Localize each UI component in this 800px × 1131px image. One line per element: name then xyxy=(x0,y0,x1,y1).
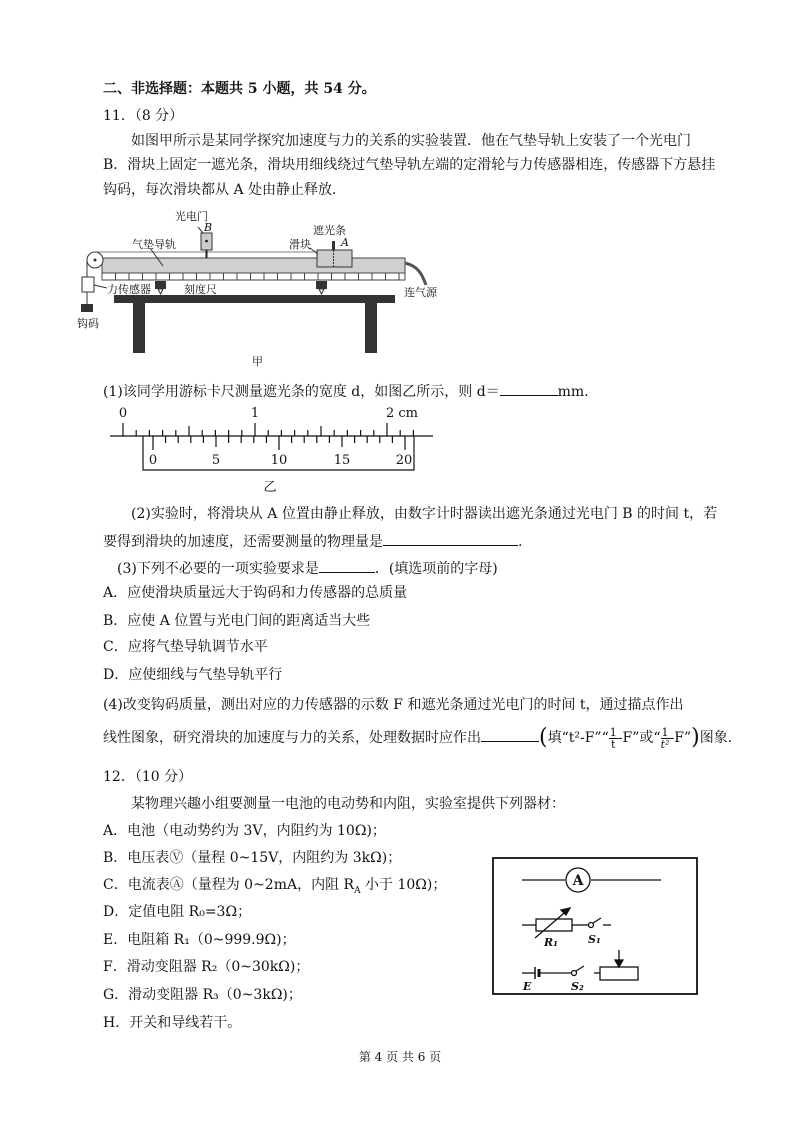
option-d: D．应使细线与气垫导轨平行 xyxy=(103,667,283,683)
answer-blank-graph[interactable] xyxy=(481,727,539,742)
figure-apparatus xyxy=(70,200,470,370)
resistance-box-R1 xyxy=(536,919,572,931)
ruler-cell xyxy=(102,273,116,280)
item-f: F．滑动变阻器 R₂（0~30kΩ)； xyxy=(103,959,310,975)
label-air: 连气源 xyxy=(404,286,437,299)
ruler-cell xyxy=(305,273,319,280)
ruler-cell xyxy=(345,273,359,280)
item-b: B．电压表Ⓥ（量程 0~15V，内阻约为 3kΩ)； xyxy=(103,850,402,866)
caption-jia: 甲 xyxy=(252,355,263,368)
ruler-cell xyxy=(129,273,143,280)
item-e: E．电阻箱 R₁（0~999.9Ω)； xyxy=(103,932,296,948)
answer-blank-d[interactable] xyxy=(500,381,558,396)
item-h: H．开关和导线若干。 xyxy=(103,1015,242,1031)
label-sensor: 力传感器 xyxy=(107,283,151,296)
label-weight: 钩码 xyxy=(77,317,99,330)
part4-text: 线性图象，研究滑块的加速度与力的关系，处理数据时应作出 xyxy=(103,730,481,746)
table-leg xyxy=(133,303,145,353)
ruler-cell xyxy=(210,273,224,280)
q11-part1 xyxy=(103,381,598,401)
q11-part2-1: (2)实验时，将滑块从 A 位置由静止释放，由数字计时器读出遮光条通过光电门 B 的时间 t，若 xyxy=(131,506,718,522)
ruler-cell xyxy=(386,273,400,280)
ammeter-label: A xyxy=(572,873,584,889)
force-sensor xyxy=(82,277,94,292)
item-c: C．电流表Ⓐ（量程为 0~2mA，内阻 $R_A$ 小于 10Ω)； xyxy=(103,877,447,896)
item-a: A．电池（电动势约为 3V，内阻约为 10Ω)； xyxy=(103,823,386,839)
part1-text: (1)该同学用游标卡尺测量遮光条的宽度 d，如图乙所示，则 d＝ xyxy=(103,384,500,400)
vernier-label-10: 10 xyxy=(270,453,288,468)
label-strip: 遮光条 xyxy=(313,224,346,237)
ruler-cell xyxy=(143,273,157,280)
ruler-cell xyxy=(359,273,373,280)
ruler-cell xyxy=(318,273,332,280)
rheostat xyxy=(600,967,638,980)
q11-part4-1: (4)改变钩码质量，测出对应的力传感器的示数 F 和遮光条通过光电门的时间 t，通过描点作出 xyxy=(103,697,684,713)
air-track xyxy=(102,258,405,273)
main-label-2cm: 2 cm xyxy=(385,406,419,421)
section-heading: 二、非选择题：本题共 5 小题，共 54 分。 xyxy=(103,81,376,97)
switch-S2 xyxy=(572,971,577,976)
q11-intro-3: 钩码，每次滑块都从 A 处由静止释放． xyxy=(103,182,347,198)
part2-end: . xyxy=(518,534,523,550)
switch-S1 xyxy=(589,923,594,928)
ruler-cell xyxy=(399,273,405,280)
option-c: C．应将气垫导轨调节水平 xyxy=(103,639,268,655)
q11-part2-2 xyxy=(103,531,522,551)
vernier-label-20: 20 xyxy=(395,453,413,468)
ruler-cell xyxy=(197,273,211,280)
ruler-cell xyxy=(156,273,170,280)
label-A: A xyxy=(341,236,349,249)
item-d: D．定值电阻 R₀=3Ω； xyxy=(103,904,252,920)
part4-mid: -F”或“ xyxy=(617,730,661,746)
vernier-label-15: 15 xyxy=(333,453,351,468)
q11-part3 xyxy=(117,558,498,578)
q11-part4-2: 线性图象，研究滑块的加速度与力的关系，处理数据时应作出 (填“t²-F”“ $\frac{1}{t}$ -F”或“ $\frac{1}{\text{t²}}-F$”)图象. xyxy=(103,725,733,751)
frac-den: t xyxy=(611,737,616,751)
ruler-cell xyxy=(372,273,386,280)
part3-end: ．(填选项前的字母) xyxy=(374,561,498,577)
hook-weight xyxy=(81,304,93,312)
label-ruler: 刻度尺 xyxy=(184,283,217,296)
air-hose xyxy=(405,263,426,285)
label-S2: S₂ xyxy=(571,980,584,993)
vernier-label-0: 0 xyxy=(148,453,158,468)
frac-num: 1 xyxy=(609,725,617,739)
frac-den-2: t² xyxy=(660,737,670,751)
part1-unit: mm． xyxy=(557,384,599,400)
part4-tail: 图象. xyxy=(699,730,733,746)
ruler-cell xyxy=(278,273,292,280)
frac-num-2: 1 xyxy=(661,725,669,739)
ruler-cell xyxy=(251,273,265,280)
figure-circuit-components xyxy=(480,850,710,1010)
slider xyxy=(317,250,352,267)
caption-yi: 乙 xyxy=(263,480,277,495)
ruler-cell xyxy=(116,273,130,280)
part2-text: 要得到滑块的加速度，还需要测量的物理量是 xyxy=(103,534,383,550)
q12-intro: 某物理兴趣小组要测量一电池的电动势和内阻，实验室提供下列器材： xyxy=(131,796,565,812)
label-slider: 滑块 xyxy=(289,238,311,251)
rail-support xyxy=(155,281,327,289)
item-g: G．滑动变阻器 R₃（0~3kΩ)； xyxy=(103,987,302,1003)
q12-number: 12．（10 分） xyxy=(103,769,193,785)
option-a: A．应使滑块质量远大于钩码和力传感器的总质量 xyxy=(103,585,408,601)
label-S1: S₁ xyxy=(588,933,601,946)
label-photogate: 光电门 xyxy=(175,210,208,223)
answer-blank-option[interactable] xyxy=(319,558,375,573)
table-top xyxy=(114,295,395,303)
vernier-label-5: 5 xyxy=(211,453,221,468)
ruler-cell xyxy=(291,273,305,280)
table-leg xyxy=(365,303,377,353)
q11-intro-2: B．滑块上固定一遮光条，滑块用细线绕过气垫导轨左端的定滑轮与力传感器相连，传感器下方悬挂 xyxy=(103,157,716,173)
part4-end-in: -F” xyxy=(669,730,692,746)
main-label-0: 0 xyxy=(118,406,128,421)
label-rail: 气垫导轨 xyxy=(132,238,176,251)
label-E: E xyxy=(523,980,532,993)
main-label-1: 1 xyxy=(250,406,260,421)
ruler-cell xyxy=(170,273,184,280)
label-R1: R₁ xyxy=(544,936,558,949)
answer-blank-quantity[interactable] xyxy=(383,531,518,546)
part3-text: (3)下列不必要的一项实验要求是 xyxy=(117,561,319,577)
ruler-cell xyxy=(224,273,238,280)
page-footer: 第 4 页 共 6 页 xyxy=(358,1050,442,1064)
label-B: B xyxy=(204,221,213,234)
ruler-cell xyxy=(264,273,278,280)
figure-vernier-caliper xyxy=(100,400,450,495)
ruler-cell xyxy=(237,273,251,280)
shading-strip xyxy=(332,241,335,250)
part4-fill: 填“t²-F”“ xyxy=(547,730,609,746)
option-b: B．应使 A 位置与光电门间的距离适当大些 xyxy=(103,613,371,629)
q11-number: 11．（8 分） xyxy=(103,108,184,124)
ruler-cell xyxy=(183,273,197,280)
ruler-cell xyxy=(332,273,346,280)
q11-intro-1: 如图甲所示是某同学探究加速度与力的关系的实验装置．他在气垫导轨上安装了一个光电门 xyxy=(131,133,691,149)
